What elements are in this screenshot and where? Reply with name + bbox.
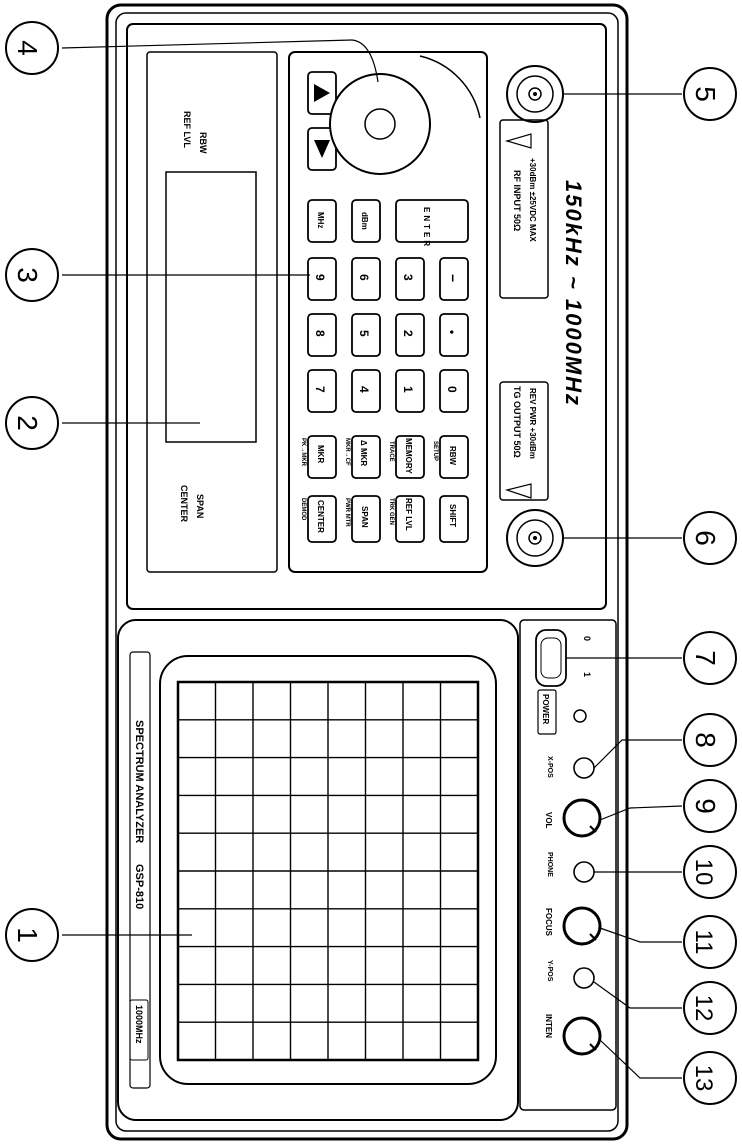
x-pos-label: X-POS bbox=[546, 756, 553, 778]
rf-input-label: RF INPUT 50Ω bbox=[512, 170, 522, 232]
y-pos-label: Y-POS bbox=[546, 960, 553, 982]
digit-9-key[interactable] bbox=[308, 258, 336, 300]
svg-text:5: 5 bbox=[690, 86, 721, 102]
focus-label: FOCUS bbox=[544, 908, 553, 936]
digit-8-key[interactable] bbox=[308, 314, 336, 356]
svg-text:dBm: dBm bbox=[360, 212, 369, 230]
trace-legend: TRACE bbox=[388, 441, 394, 462]
digit-6-key[interactable] bbox=[352, 258, 380, 300]
mkr-cf-legend: MKR→CF bbox=[344, 438, 350, 466]
trk-gen-legend: TRK GEN bbox=[388, 498, 394, 525]
svg-text:REF LVL: REF LVL bbox=[404, 498, 413, 531]
phone-jack[interactable] bbox=[574, 862, 594, 882]
power-switch-on-label: 1 bbox=[582, 672, 592, 678]
digit-5-key[interactable] bbox=[352, 314, 380, 356]
digit-1-key[interactable] bbox=[396, 370, 424, 412]
digit-3-key[interactable] bbox=[396, 258, 424, 300]
callout-10 bbox=[684, 846, 736, 898]
knob-scale-arc bbox=[420, 56, 480, 118]
svg-text:1: 1 bbox=[12, 927, 43, 943]
rotary-knob[interactable] bbox=[330, 74, 430, 174]
svg-text:6: 6 bbox=[690, 530, 721, 546]
tg-output-label-box bbox=[500, 382, 548, 500]
callout-4 bbox=[6, 22, 58, 74]
vol-label: VOL bbox=[544, 812, 553, 829]
digit-2-key[interactable] bbox=[396, 314, 424, 356]
crt-model: GSP-810 bbox=[133, 864, 145, 910]
svg-text:MHz: MHz bbox=[316, 212, 325, 229]
svg-text:MEMORY: MEMORY bbox=[404, 438, 413, 474]
tg-warning-icon bbox=[507, 484, 531, 498]
shift-key[interactable] bbox=[440, 496, 468, 542]
phone-label: PHONE bbox=[546, 852, 553, 877]
callout-7 bbox=[684, 632, 736, 684]
decimal-key[interactable] bbox=[440, 314, 468, 356]
svg-text:3: 3 bbox=[12, 267, 43, 283]
tg-output-spec: REV PWR +30dBm bbox=[528, 388, 537, 459]
svg-text:RBW: RBW bbox=[448, 446, 457, 466]
setup-legend: SETUP bbox=[432, 441, 438, 462]
svg-text:1: 1 bbox=[401, 386, 415, 393]
svg-text:7: 7 bbox=[690, 650, 721, 666]
svg-text:ENTER: ENTER bbox=[422, 207, 431, 250]
svg-text:12: 12 bbox=[690, 994, 717, 1022]
crt-title: SPECTRUM ANALYZER bbox=[133, 720, 145, 844]
span-key[interactable] bbox=[352, 496, 380, 542]
delta-mkr-key[interactable] bbox=[352, 436, 380, 478]
digit-4-key[interactable] bbox=[352, 370, 380, 412]
svg-text:9: 9 bbox=[690, 798, 721, 814]
vol-knob[interactable] bbox=[564, 800, 600, 836]
svg-text:MKR: MKR bbox=[316, 445, 325, 464]
svg-text:8: 8 bbox=[313, 330, 327, 337]
power-label: POWER bbox=[541, 694, 550, 725]
lcd-display bbox=[166, 172, 256, 442]
minus-key[interactable] bbox=[440, 258, 468, 300]
center-key[interactable] bbox=[308, 496, 336, 542]
svg-text:11: 11 bbox=[690, 929, 717, 955]
crt-model-badge: 1000MHz bbox=[134, 1005, 144, 1044]
svg-text:Δ MKR: Δ MKR bbox=[359, 440, 368, 467]
x-pos-knob[interactable] bbox=[574, 758, 594, 778]
svg-text:−: − bbox=[445, 274, 461, 283]
svg-text:5: 5 bbox=[357, 330, 371, 337]
tg-output-connector[interactable] bbox=[507, 510, 563, 566]
svg-text:9: 9 bbox=[313, 274, 327, 281]
svg-text:SHIFT: SHIFT bbox=[448, 504, 457, 528]
svg-text:6: 6 bbox=[357, 274, 371, 281]
y-pos-knob[interactable] bbox=[574, 968, 594, 988]
inten-knob[interactable] bbox=[564, 1018, 600, 1054]
callout-5 bbox=[684, 68, 736, 120]
callout-3 bbox=[6, 249, 58, 301]
pwr-mtr-legend: PWR MTR bbox=[344, 498, 350, 527]
power-led bbox=[574, 710, 586, 722]
enter-key[interactable] bbox=[396, 200, 468, 249]
callout-6 bbox=[684, 512, 736, 564]
svg-text:SPAN: SPAN bbox=[360, 506, 369, 528]
power-switch-off-label: 0 bbox=[582, 636, 592, 642]
dbm-key[interactable] bbox=[352, 200, 380, 242]
svg-text:3: 3 bbox=[401, 274, 415, 281]
digit-7-key[interactable] bbox=[308, 370, 336, 412]
svg-text:4: 4 bbox=[12, 40, 43, 56]
rf-warning-icon bbox=[507, 134, 531, 148]
callout-9 bbox=[684, 780, 736, 832]
callout-1 bbox=[6, 909, 58, 961]
mhz-key[interactable] bbox=[308, 200, 336, 242]
rf-input-spec: +30dBm ±25VDC MAX bbox=[528, 158, 537, 242]
ref-lvl-key[interactable] bbox=[396, 496, 424, 542]
lcd-span-label: SPAN bbox=[195, 494, 205, 519]
mkr-key[interactable] bbox=[308, 436, 336, 478]
callout-8 bbox=[684, 714, 736, 766]
crt-graticule bbox=[178, 682, 478, 1060]
rf-input-label-box bbox=[500, 120, 548, 298]
svg-text:0: 0 bbox=[445, 386, 459, 393]
callout-13 bbox=[684, 1052, 736, 1104]
svg-text:2: 2 bbox=[401, 330, 415, 337]
lcd-ref-lvl-label: REF LVL bbox=[182, 111, 192, 148]
callout-12 bbox=[684, 982, 736, 1034]
demod-legend: DEMOD bbox=[300, 498, 306, 521]
svg-text:10: 10 bbox=[690, 858, 717, 886]
digit-0-key[interactable] bbox=[440, 370, 468, 412]
rbw-key[interactable] bbox=[440, 436, 468, 478]
svg-text:13: 13 bbox=[690, 1064, 717, 1092]
svg-text:8: 8 bbox=[690, 732, 721, 748]
svg-text:4: 4 bbox=[357, 386, 371, 393]
lcd-rbw-label: RBW bbox=[198, 132, 208, 154]
rf-input-connector[interactable] bbox=[507, 66, 563, 122]
svg-text:CENTER: CENTER bbox=[316, 500, 325, 533]
callout-2 bbox=[6, 397, 58, 449]
focus-knob[interactable] bbox=[564, 908, 600, 944]
freq-range-label: 150kHz ~ 1000MHz bbox=[561, 180, 586, 408]
lcd-center-label: CENTER bbox=[179, 485, 189, 523]
svg-text:2: 2 bbox=[12, 415, 43, 431]
power-switch[interactable] bbox=[536, 630, 566, 686]
memory-key[interactable] bbox=[396, 436, 424, 478]
inten-label: INTEN bbox=[544, 1014, 553, 1038]
tg-output-label: TG OUTPUT 50Ω bbox=[512, 386, 522, 458]
svg-text:•: • bbox=[445, 330, 459, 335]
svg-text:7: 7 bbox=[313, 386, 327, 393]
pk-mkr-legend: PK→MKR bbox=[300, 438, 306, 466]
callout-11 bbox=[684, 916, 736, 968]
